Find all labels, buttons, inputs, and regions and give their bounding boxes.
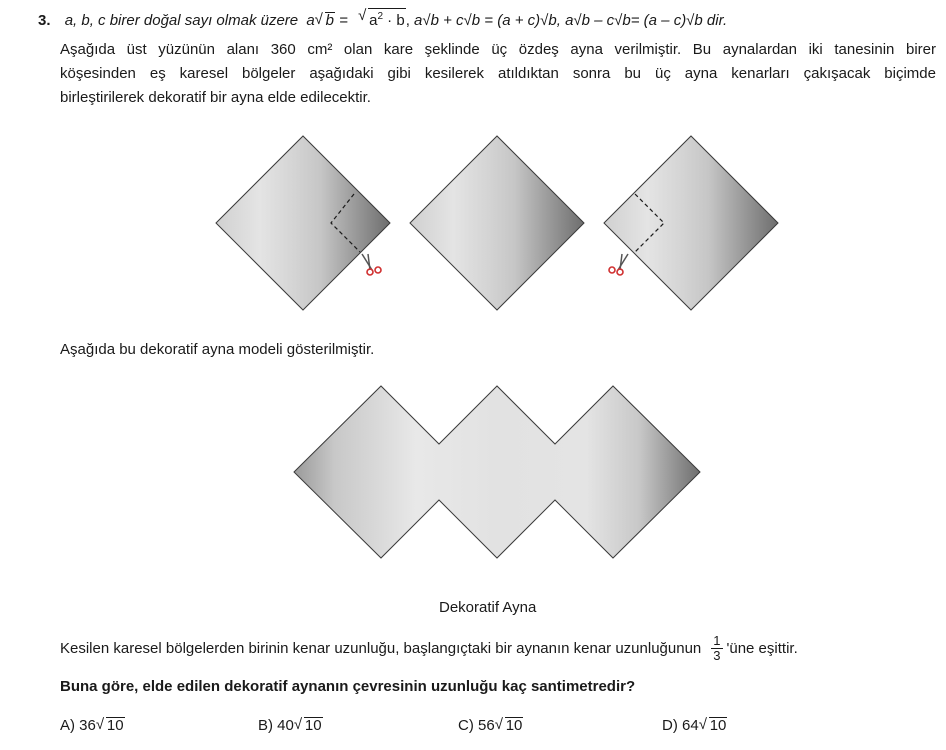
question-prompt: Buna göre, elde edilen dekoratif aynanın çevresinin uzunluğu kaç santimetredir? bbox=[60, 678, 636, 695]
option-c[interactable]: C) 56√ 10 bbox=[458, 717, 523, 734]
option-b[interactable]: B) 40√ 10 bbox=[258, 717, 323, 734]
fraction-one-third bbox=[711, 634, 722, 663]
mirror-2 bbox=[410, 136, 584, 310]
cut-ratio-text-after: 'üne eşittir. bbox=[726, 640, 798, 657]
mirror-1 bbox=[216, 136, 390, 310]
identity-2: a√b + c√b = (a + c)√b, bbox=[414, 12, 561, 29]
decorative-mirror bbox=[294, 386, 700, 558]
option-a[interactable]: A) 36√ 10 bbox=[60, 717, 125, 734]
identity-1-eq: = bbox=[339, 12, 348, 29]
identity-1-rhs: √ $a^2 \cdot b$ bbox=[358, 8, 406, 29]
fraction-numerator: 1 bbox=[713, 633, 721, 648]
cut-ratio-paragraph bbox=[60, 634, 798, 663]
question-number: 3. bbox=[38, 12, 51, 29]
question-header: 3. a, b, c birer doğal sayı olmak üzere a√ b = √ $a^2 \cdot b$, a√b + c√b = (a + c)√b, a√b – c√b= (a – c)√b dir. bbox=[38, 8, 727, 29]
scissors-icon bbox=[362, 254, 381, 275]
cut-ratio-text-before: Kesilen karesel bölgelerden birinin kenar uzunluğu, başlangıçtaki bir aynanın kenar uzunluğunun bbox=[60, 640, 702, 657]
given-intro: a, b, c birer doğal sayı olmak üzere bbox=[64, 12, 299, 29]
figure-caption: Dekoratif Ayna bbox=[439, 599, 537, 616]
mirror-3 bbox=[604, 136, 778, 310]
identity-1-lhs: a√ b bbox=[306, 12, 335, 29]
identity-3: a√b – c√b= (a – c)√b dir. bbox=[565, 12, 728, 29]
fraction-denominator: 3 bbox=[713, 648, 721, 663]
intro-line-3: birleştirilerek dekoratif bir ayna elde edilecektir. bbox=[60, 89, 371, 106]
intro-line-1: Aşağıda üst yüzünün alanı 360 cm² olan kare şeklinde üç özdeş ayna verilmiştir. Bu aynalardan iki tanesinin birer bbox=[60, 41, 936, 58]
intro-line-2: köşesinden eş karesel bölgeler aşağıdaki gibi kesilerek atıldıktan sonra bu üç ayna kenarları çakışacak biçimde bbox=[60, 65, 936, 82]
scissors-icon bbox=[609, 254, 628, 275]
model-paragraph: Aşağıda bu dekoratif ayna modeli gösterilmiştir. bbox=[60, 341, 375, 358]
option-d[interactable]: D) 64√ 10 bbox=[662, 717, 727, 734]
